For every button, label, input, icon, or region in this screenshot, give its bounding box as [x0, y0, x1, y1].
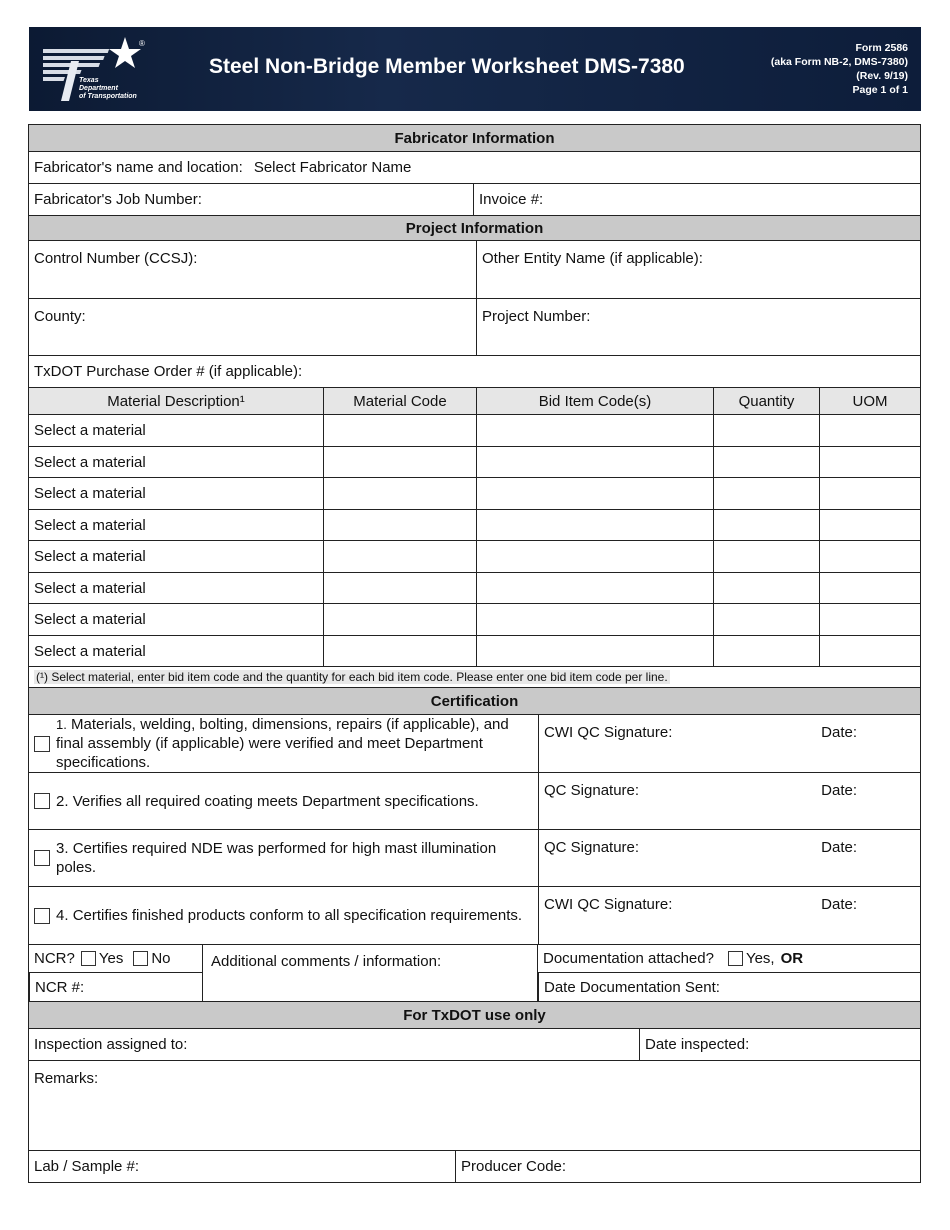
invoice-label: Invoice #: — [479, 191, 544, 208]
documentation-yes-checkbox[interactable] — [728, 951, 743, 966]
bid-item-cell[interactable] — [476, 541, 713, 572]
material-select[interactable]: Select a material — [34, 516, 146, 534]
material-code-cell[interactable] — [323, 573, 476, 603]
fabricator-name-select[interactable]: Select Fabricator Name — [253, 159, 412, 176]
bid-item-cell[interactable] — [476, 415, 713, 446]
material-code-cell[interactable] — [323, 510, 476, 540]
ccsj-label: Control Number (CCSJ): — [34, 250, 198, 267]
material-select[interactable]: Select a material — [34, 485, 146, 502]
uom-cell[interactable] — [819, 573, 920, 603]
ncr-question — [29, 945, 202, 973]
form-meta — [771, 41, 908, 97]
lab-sample-field[interactable] — [29, 1151, 455, 1182]
ncr-no-checkbox[interactable] — [133, 951, 148, 966]
bid-item-cell[interactable] — [476, 447, 713, 477]
po-row — [28, 356, 921, 388]
table-row — [28, 478, 921, 510]
project-row-1 — [28, 241, 921, 299]
qc-signature-label: QC Signature: — [544, 782, 640, 799]
other-entity-field[interactable] — [476, 241, 920, 298]
section-header-certification — [28, 688, 921, 715]
cert-3-text — [56, 839, 533, 877]
cert-2-statement: Verifies all required coating meets Department specifications. — [72, 792, 479, 810]
logo-text — [79, 77, 137, 101]
cert-2-signature-area[interactable] — [538, 773, 920, 829]
materials-rows — [28, 415, 921, 667]
quantity-cell[interactable] — [713, 541, 819, 572]
ncr-no-label: No — [151, 950, 171, 967]
cert-row-1 — [28, 715, 921, 773]
cert-4-number: 4. — [56, 907, 69, 924]
materials-header-row — [28, 388, 921, 415]
col-bid-item-codes: Bid Item Code(s) — [476, 388, 713, 414]
fabricator-job-field[interactable] — [29, 184, 473, 215]
cwi-qc-signature-label: CWI QC Signature: — [544, 724, 673, 741]
ncr-block — [28, 945, 921, 1002]
county-field[interactable] — [29, 299, 476, 355]
bid-item-cell[interactable] — [476, 604, 713, 635]
bid-item-cell[interactable] — [476, 573, 713, 603]
date-label: Date: — [821, 896, 857, 913]
ncr-yes-checkbox[interactable] — [81, 951, 96, 966]
lab-row — [28, 1151, 921, 1183]
po-label: TxDOT Purchase Order # (if applicable): — [34, 363, 303, 380]
cert-4-checkbox[interactable] — [34, 908, 50, 924]
txdot-logo — [43, 33, 153, 107]
date-inspected-field[interactable] — [639, 1029, 920, 1060]
table-row — [28, 604, 921, 636]
additional-comments-field[interactable] — [203, 945, 538, 1001]
qc-signature-label: QC Signature: — [544, 839, 640, 856]
remarks-label: Remarks: — [34, 1070, 99, 1087]
logo-text-line: of Transportation — [79, 93, 137, 100]
date-label: Date: — [821, 724, 857, 741]
uom-cell[interactable] — [819, 415, 920, 446]
ncr-yes-label: Yes — [98, 950, 124, 967]
lab-sample-label: Lab / Sample #: — [34, 1158, 140, 1175]
table-row — [28, 510, 921, 541]
footnote-text: (¹) Select material, enter bid item code and the quantity for each bid item code. Please enter one bid item code per line. — [36, 670, 668, 684]
section-header-project — [28, 216, 921, 241]
section-title: Project Information — [29, 216, 920, 240]
material-code-cell[interactable] — [323, 636, 476, 666]
inspection-assigned-field[interactable] — [29, 1029, 639, 1060]
documentation-yes-label: Yes, — [745, 950, 775, 967]
quantity-cell[interactable] — [713, 447, 819, 477]
col-uom: UOM — [819, 388, 920, 414]
fabricator-job-row — [28, 184, 921, 216]
col-material-code: Material Code — [323, 388, 476, 414]
table-row — [28, 636, 921, 667]
cert-3-signature-area[interactable] — [538, 830, 920, 886]
documentation-attached — [538, 945, 920, 973]
cert-4-statement: Certifies finished products conform to all specification requirements. — [72, 907, 523, 924]
material-code-cell[interactable] — [323, 541, 476, 572]
uom-cell[interactable] — [819, 541, 920, 572]
inspection-assigned-label: Inspection assigned to: — [34, 1036, 188, 1053]
uom-cell[interactable] — [819, 604, 920, 635]
uom-cell[interactable] — [819, 510, 920, 540]
fabricator-name-label: Fabricator's name and location: — [34, 159, 243, 176]
material-select[interactable]: Select a material — [34, 453, 146, 471]
section-title: For TxDOT use only — [29, 1002, 920, 1028]
ncr-number-label: NCR #: — [35, 978, 85, 996]
materials-footnote — [29, 667, 920, 687]
col-quantity: Quantity — [713, 388, 819, 414]
form-revision: (Rev. 9/19) — [856, 70, 908, 82]
cert-row-2 — [28, 773, 921, 830]
material-code-cell[interactable] — [323, 478, 476, 509]
cert-3-checkbox[interactable] — [34, 850, 50, 866]
cert-2-text — [56, 792, 479, 811]
table-row — [28, 415, 921, 447]
uom-cell[interactable] — [819, 636, 920, 666]
quantity-cell[interactable] — [713, 478, 819, 509]
cert-item-1 — [29, 715, 538, 772]
date-inspected-label: Date inspected: — [645, 1036, 750, 1053]
additional-comments-label: Additional comments / information: — [211, 953, 442, 970]
cert-1-number: 1. — [56, 717, 67, 732]
producer-code-field[interactable] — [455, 1151, 920, 1182]
worksheet-form — [28, 124, 921, 1183]
county-label: County: — [34, 308, 86, 325]
material-select[interactable]: Select a material — [34, 579, 146, 597]
cert-2-number: 2. — [56, 792, 69, 810]
quantity-cell[interactable] — [713, 636, 819, 666]
form-aka: (aka Form NB-2, DMS-7380) — [770, 56, 908, 68]
uom-cell[interactable] — [819, 478, 920, 509]
logo-text-line: Texas — [79, 77, 99, 84]
cert-2-checkbox[interactable] — [34, 793, 50, 809]
logo-text-line: Department — [79, 85, 118, 92]
material-select[interactable]: Select a material — [34, 642, 146, 660]
cert-4-signature-area[interactable] — [538, 887, 920, 944]
project-row-2 — [28, 299, 921, 356]
po-field[interactable] — [29, 356, 920, 387]
cert-1-signature-area[interactable] — [538, 715, 920, 772]
page-number: Page 1 of 1 — [852, 84, 908, 96]
documentation-or-label: OR — [780, 950, 804, 967]
cert-1-text — [56, 715, 533, 772]
cert-1-statement: Materials, welding, bolting, dimensions, repairs (if applicable), and final assembly (if applicable) were verified and meet Department specifications. — [56, 716, 509, 771]
invoice-field[interactable] — [473, 184, 920, 215]
ccsj-field[interactable] — [29, 241, 476, 298]
remarks-field[interactable] — [29, 1061, 920, 1150]
quantity-cell[interactable] — [713, 604, 819, 635]
fabricator-name-row — [28, 152, 921, 184]
date-label: Date: — [821, 839, 857, 856]
bid-item-cell[interactable] — [476, 478, 713, 509]
material-select[interactable]: Select a material — [34, 611, 146, 628]
table-row — [28, 541, 921, 573]
col-material-description: Material Description¹ — [29, 388, 323, 414]
quantity-cell[interactable] — [713, 573, 819, 603]
fabricator-name-field[interactable] — [29, 152, 920, 183]
producer-code-label: Producer Code: — [461, 1158, 567, 1175]
section-title: Fabricator Information — [29, 125, 920, 151]
cert-4-text — [56, 906, 522, 925]
cert-3-number: 3. — [56, 840, 69, 857]
ncr-number-field[interactable] — [29, 973, 202, 1001]
documentation-column — [538, 945, 920, 1001]
cert-row-4 — [28, 887, 921, 945]
section-header-txdot — [28, 1002, 921, 1029]
registered-mark: ® — [139, 39, 145, 48]
footnote-row — [28, 667, 921, 688]
form-title: Steel Non-Bridge Member Worksheet DMS-7380 — [209, 55, 685, 78]
inspection-row — [28, 1029, 921, 1061]
table-row — [28, 573, 921, 604]
cert-item-2 — [29, 773, 538, 829]
other-entity-label: Other Entity Name (if applicable): — [482, 250, 703, 267]
ncr-column — [29, 945, 203, 1001]
section-title: Certification — [29, 688, 920, 714]
material-select[interactable]: Select a material — [34, 548, 146, 565]
material-code-cell[interactable] — [323, 604, 476, 635]
cert-1-checkbox[interactable] — [34, 736, 50, 752]
bid-item-cell[interactable] — [476, 510, 713, 540]
fabricator-job-label: Fabricator's Job Number: — [34, 191, 202, 208]
cert-item-4 — [29, 887, 538, 944]
date-documentation-sent-label: Date Documentation Sent: — [544, 978, 720, 996]
material-code-cell[interactable] — [323, 415, 476, 446]
project-number-field[interactable] — [476, 299, 920, 355]
project-number-label: Project Number: — [482, 308, 591, 325]
date-label: Date: — [821, 782, 857, 799]
documentation-attached-label: Documentation attached? — [543, 950, 714, 967]
header-banner — [29, 27, 921, 111]
material-select[interactable]: Select a material — [34, 422, 146, 439]
material-code-cell[interactable] — [323, 447, 476, 477]
uom-cell[interactable] — [819, 447, 920, 477]
cert-row-3 — [28, 830, 921, 887]
quantity-cell[interactable] — [713, 510, 819, 540]
date-documentation-sent-field[interactable] — [538, 973, 920, 1001]
cert-item-3 — [29, 830, 538, 886]
form-number: Form 2586 — [855, 42, 908, 54]
table-row — [28, 447, 921, 478]
cert-3-statement: Certifies required NDE was performed for high mast illumination poles. — [56, 840, 497, 876]
section-header-fabricator — [28, 124, 921, 152]
bid-item-cell[interactable] — [476, 636, 713, 666]
quantity-cell[interactable] — [713, 415, 819, 446]
remarks-row — [28, 1061, 921, 1151]
cwi-qc-signature-label: CWI QC Signature: — [544, 896, 673, 913]
ncr-label: NCR? — [34, 950, 75, 967]
